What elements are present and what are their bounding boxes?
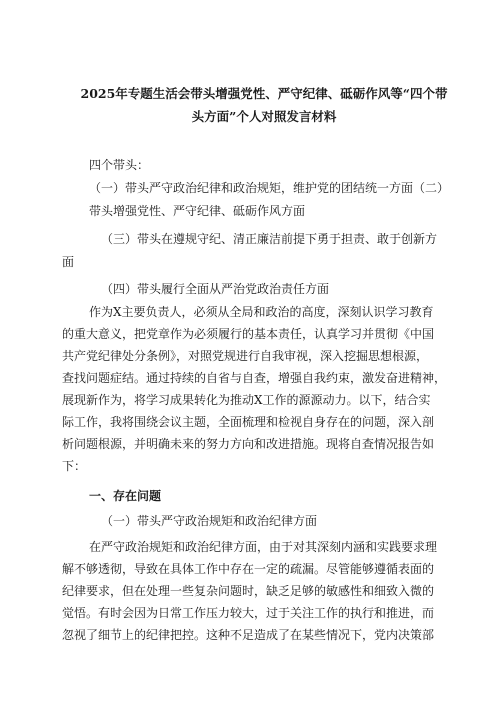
paragraph-line: 解不够透彻，导致在具体工作中存在一定的疏漏。尽管能够遵循表面的: [62, 562, 435, 576]
section-heading: 一、存在问题: [89, 489, 162, 503]
paragraph-line: 作为X主要负责人，必须从全局和政治的高度，深刻认识学习教育: [89, 305, 434, 319]
paragraph-line: 展现新作为，将学习成果转化为推动X工作的源源动力。以下，结合实: [62, 393, 431, 407]
subsection-heading: （一）带头严守政治规矩和政治纪律方面: [101, 514, 318, 528]
section-intro-label: 四个带头：: [89, 158, 150, 172]
list-item-1: （一）带头严守政治纪律和政治规矩，维护党的团结统一方面（二）: [89, 181, 450, 195]
list-item-4: （四）带头履行全面从严治党政治责任方面: [101, 282, 330, 296]
paragraph-line: 际工作，我将围绕会议主题，全面梳理和检视自身存在的问题，深入剖: [62, 415, 435, 429]
list-item-3: （三）带头在遵规守纪、清正廉洁前提下勇于担责、敢于创新方: [101, 232, 438, 246]
document-title: [74, 82, 454, 128]
paragraph-line: 析问题根源，并明确未来的努力方向和改进措施。现将自查情况报告如: [62, 437, 435, 451]
list-item-3-cont: 面: [62, 255, 75, 269]
paragraph-line: 查找问题症结。通过持续的自省与自查，增强自我约束，激发奋进精神，: [62, 371, 447, 385]
paragraph-line: 下：: [62, 459, 87, 473]
paragraph-line: 的重大意义，把党章作为必须履行的基本责任，认真学习并贯彻《中国: [62, 327, 435, 341]
paragraph-line: 共产党纪律处分条例》，对照党规进行自我审视，深入挖掘思想根源，: [62, 349, 429, 363]
list-item-2: 带头增强党性、严守纪律、砥砺作风方面: [89, 204, 306, 218]
paragraph-line: 纪律要求，但在处理一些复杂问题时，缺乏足够的敏感性和细致入微的: [62, 584, 435, 598]
paragraph-line: 在严守政治规矩和政治纪律方面，由于对其深刻内涵和实践要求理: [89, 540, 438, 554]
title-line-1: 2025年专题生活会带头增强党性、严守纪律、砥砺作风等“四个带: [80, 86, 448, 101]
title-line-2: 头方面”个人对照发言材料: [191, 109, 337, 124]
paragraph-line: 忽视了细节上的纪律把控。这种不足造成了在某些情况下，党内决策部: [62, 628, 435, 642]
paragraph-line: 觉悟。有时会因为日常工作压力较大，过于关注工作的执行和推进，而: [62, 606, 435, 620]
